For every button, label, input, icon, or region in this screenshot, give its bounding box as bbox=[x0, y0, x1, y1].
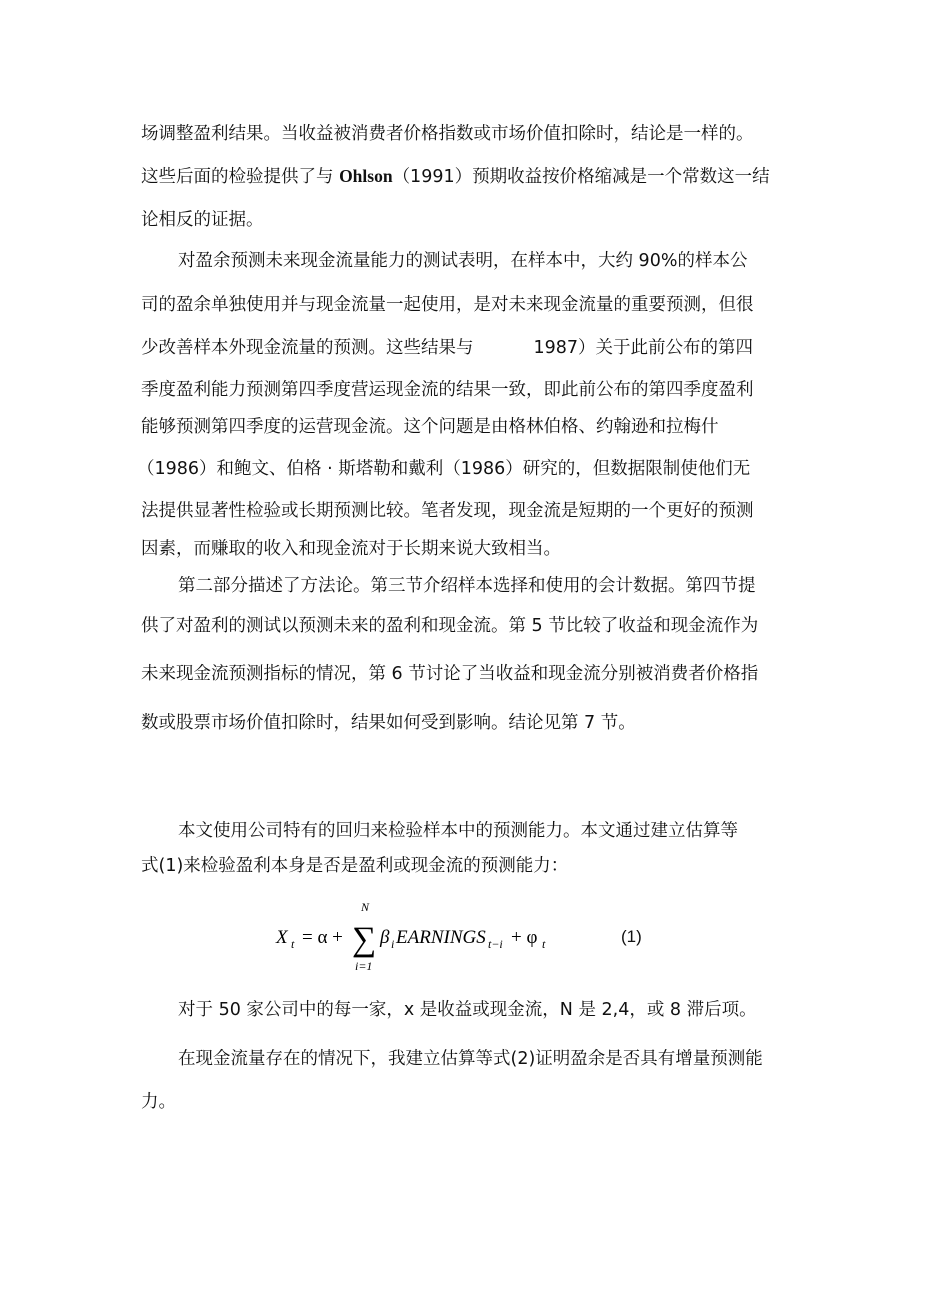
eq-lhs-sub: t bbox=[291, 937, 295, 951]
paragraph-start-2: 对盈余预测未来现金流量能力的测试表明，在样本中，大约 90%的样本公 bbox=[178, 251, 748, 271]
paragraph-start-6: 在现金流量存在的情况下，我建立估算等式(2)证明盈余是否具有增量预测能 bbox=[178, 1049, 763, 1069]
text-line-17: 式(1)来检验盈利本身是否是盈利或现金流的预测能力： bbox=[141, 856, 569, 876]
paragraph-start-5: 对于 50 家公司中的每一家，x 是收益或现金流，N 是 2,4，或 8 滞后项。 bbox=[178, 1000, 757, 1020]
eq-earnings-sub: t−i bbox=[488, 937, 503, 951]
eq-plus-phi: + φ bbox=[511, 927, 538, 948]
text-line-1: 场调整盈利结果。当收益被消费者价格指数或市场价值扣除时，结论是一样的。 bbox=[141, 124, 754, 144]
text-line-14: 未来现金流预测指标的情况，第 6 节讨论了当收益和现金流分别被消费者价格指 bbox=[141, 664, 759, 684]
author-name-ohlson: Ohlson bbox=[339, 166, 393, 186]
eq-beta-sub: i bbox=[391, 937, 395, 951]
text-fragment: （1991）预期收益按价格缩减是一个常数这一结 bbox=[392, 167, 770, 187]
eq-beta: β bbox=[380, 927, 390, 948]
paragraph-start-3: 第二部分描述了方法论。第三节介绍样本选择和使用的会计数据。第四节提 bbox=[178, 576, 756, 596]
text-fragment: 少改善样本外现金流量的预测。这些结果与 bbox=[141, 338, 474, 358]
text-line-10: 法提供显著性检验或长期预测比较。笔者发现，现金流是短期的一个更好的预测 bbox=[141, 501, 754, 521]
text-fragment: 1987）关于此前公布的第四 bbox=[533, 338, 754, 358]
eq-sum-upper: N bbox=[361, 900, 370, 914]
equation-number: (1) bbox=[621, 927, 642, 946]
paragraph-start-4: 本文使用公司特有的回归来检验样本中的预测能力。本文通过建立估算等 bbox=[178, 821, 738, 841]
text-line-13: 供了对盈利的测试以预测未来的盈利和现金流。第 5 节比较了收益和现金流作为 bbox=[141, 616, 759, 636]
text-line-8: 能够预测第四季度的运营现金流。这个问题是由格林伯格、约翰逊和拉梅什 bbox=[141, 417, 719, 437]
equation-svg bbox=[0, 900, 926, 980]
text-line-9: （1986）和鲍文、伯格 · 斯塔勒和戴利（1986）研究的，但数据限制使他们无 bbox=[137, 459, 751, 479]
eq-sum-sign: ∑ bbox=[352, 921, 377, 958]
eq-equals-alpha: = α + bbox=[302, 927, 343, 948]
text-fragment: 这些后面的检验提供了与 bbox=[141, 167, 340, 187]
text-line-15: 数或股票市场价值扣除时，结果如何受到影响。结论见第 7 节。 bbox=[141, 713, 636, 733]
text-line-2 bbox=[141, 163, 770, 188]
eq-lhs: X bbox=[276, 927, 288, 948]
eq-sum-lower: i=1 bbox=[355, 959, 373, 973]
text-line-20: 力。 bbox=[141, 1092, 176, 1112]
text-line-5: 司的盈余单独使用并与现金流量一起使用，是对未来现金流量的重要预测，但很 bbox=[141, 295, 754, 315]
equation-1 bbox=[0, 900, 926, 980]
text-line-6 bbox=[141, 334, 753, 359]
text-line-7: 季度盈利能力预测第四季度营运现金流的结果一致，即此前公布的第四季度盈利 bbox=[141, 380, 754, 400]
text-line-11: 因素，而赚取的收入和现金流对于长期来说大致相当。 bbox=[141, 539, 561, 559]
eq-phi-sub: t bbox=[542, 937, 546, 951]
text-line-3: 论相反的证据。 bbox=[141, 210, 264, 230]
eq-earnings: EARNINGS bbox=[396, 927, 486, 948]
